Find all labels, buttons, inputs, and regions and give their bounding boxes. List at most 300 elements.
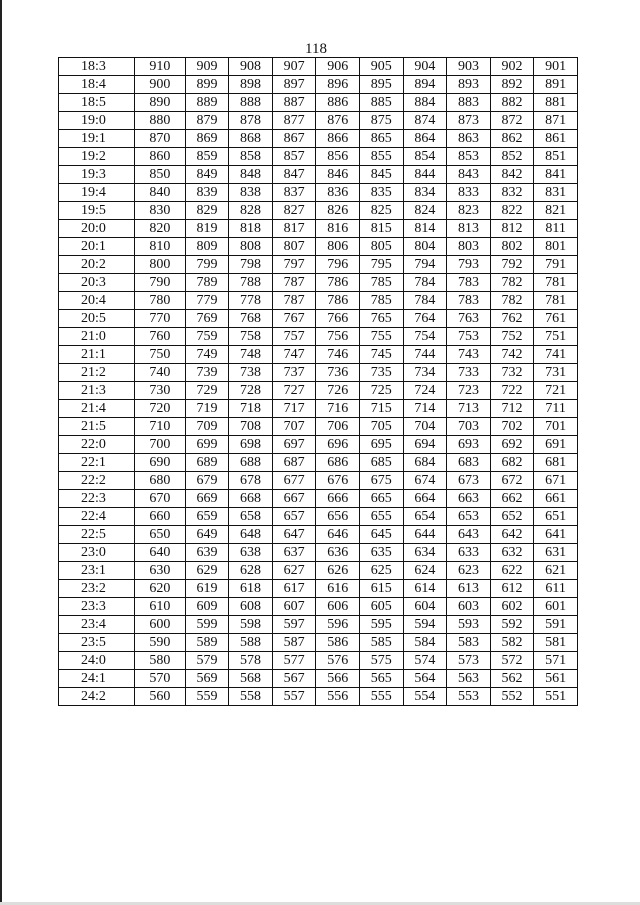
score-cell: 575: [360, 652, 404, 670]
score-cell: 697: [272, 436, 316, 454]
score-cell: 816: [316, 220, 360, 238]
score-cell: 897: [272, 76, 316, 94]
score-cell: 612: [490, 580, 534, 598]
score-cell: 625: [360, 562, 404, 580]
score-cell: 791: [534, 256, 578, 274]
score-cell: 567: [272, 670, 316, 688]
table-row: [59, 508, 578, 526]
score-cell: 562: [490, 670, 534, 688]
score-cell: 640: [135, 544, 186, 562]
score-cell: 741: [534, 346, 578, 364]
score-cell: 878: [229, 112, 273, 130]
score-cell: 795: [360, 256, 404, 274]
table-row: [59, 382, 578, 400]
score-cell: 603: [447, 598, 491, 616]
score-cell: 717: [272, 400, 316, 418]
score-cell: 904: [403, 58, 447, 76]
score-cell: 628: [229, 562, 273, 580]
score-cell: 796: [316, 256, 360, 274]
score-cell: 610: [135, 598, 186, 616]
time-cell: 19:4: [59, 184, 135, 202]
score-cell: 622: [490, 562, 534, 580]
score-cell: 894: [403, 76, 447, 94]
score-cell: 565: [360, 670, 404, 688]
table-row: [59, 148, 578, 166]
score-cell: 900: [135, 76, 186, 94]
score-cell: 906: [316, 58, 360, 76]
score-cell: 792: [490, 256, 534, 274]
score-cell: 591: [534, 616, 578, 634]
score-cell: 561: [534, 670, 578, 688]
score-cell: 677: [272, 472, 316, 490]
score-cell: 657: [272, 508, 316, 526]
score-cell: 671: [534, 472, 578, 490]
time-cell: 18:4: [59, 76, 135, 94]
score-cell: 872: [490, 112, 534, 130]
table-row: [59, 598, 578, 616]
score-cell: 698: [229, 436, 273, 454]
score-cell: 807: [272, 238, 316, 256]
score-cell: 659: [185, 508, 229, 526]
score-cell: 633: [447, 544, 491, 562]
score-cell: 887: [272, 94, 316, 112]
score-cell: 695: [360, 436, 404, 454]
score-cell: 705: [360, 418, 404, 436]
score-cell: 866: [316, 130, 360, 148]
score-cell: 676: [316, 472, 360, 490]
time-cell: 21:4: [59, 400, 135, 418]
score-cell: 871: [534, 112, 578, 130]
score-cell: 731: [534, 364, 578, 382]
score-cell: 880: [135, 112, 186, 130]
score-cell: 560: [135, 688, 186, 706]
score-cell: 831: [534, 184, 578, 202]
score-cell: 873: [447, 112, 491, 130]
score-cell: 738: [229, 364, 273, 382]
score-cell: 843: [447, 166, 491, 184]
score-cell: 606: [316, 598, 360, 616]
score-cell: 883: [447, 94, 491, 112]
score-cell: 905: [360, 58, 404, 76]
table-row: [59, 238, 578, 256]
score-cell: 909: [185, 58, 229, 76]
table-row: [59, 472, 578, 490]
time-cell: 20:4: [59, 292, 135, 310]
score-cell: 848: [229, 166, 273, 184]
score-cell: 886: [316, 94, 360, 112]
time-cell: 20:5: [59, 310, 135, 328]
score-cell: 888: [229, 94, 273, 112]
score-cell: 638: [229, 544, 273, 562]
score-cell: 758: [229, 328, 273, 346]
score-cell: 787: [272, 292, 316, 310]
score-cell: 834: [403, 184, 447, 202]
table-row: [59, 184, 578, 202]
score-cell: 805: [360, 238, 404, 256]
score-cell: 856: [316, 148, 360, 166]
table-row: [59, 76, 578, 94]
table-row: [59, 436, 578, 454]
score-cell: 798: [229, 256, 273, 274]
score-cell: 846: [316, 166, 360, 184]
score-cell: 669: [185, 490, 229, 508]
score-cell: 639: [185, 544, 229, 562]
table-row: [59, 292, 578, 310]
score-cell: 786: [316, 292, 360, 310]
score-cell: 679: [185, 472, 229, 490]
score-cell: 594: [403, 616, 447, 634]
score-cell: 841: [534, 166, 578, 184]
table-row: [59, 112, 578, 130]
score-cell: 571: [534, 652, 578, 670]
score-cell: 558: [229, 688, 273, 706]
score-cell: 674: [403, 472, 447, 490]
score-cell: 835: [360, 184, 404, 202]
score-cell: 847: [272, 166, 316, 184]
score-cell: 802: [490, 238, 534, 256]
score-cell: 632: [490, 544, 534, 562]
score-cell: 592: [490, 616, 534, 634]
score-cell: 666: [316, 490, 360, 508]
score-cell: 605: [360, 598, 404, 616]
score-cell: 655: [360, 508, 404, 526]
score-cell: 811: [534, 220, 578, 238]
table-row: [59, 94, 578, 112]
table-row: [59, 490, 578, 508]
score-cell: 902: [490, 58, 534, 76]
score-cell: 819: [185, 220, 229, 238]
score-cell: 617: [272, 580, 316, 598]
score-cell: 702: [490, 418, 534, 436]
score-cell: 656: [316, 508, 360, 526]
score-cell: 574: [403, 652, 447, 670]
score-cell: 829: [185, 202, 229, 220]
score-cell: 621: [534, 562, 578, 580]
score-cell: 599: [185, 616, 229, 634]
time-cell: 20:2: [59, 256, 135, 274]
time-cell: 19:5: [59, 202, 135, 220]
table-row: [59, 454, 578, 472]
score-cell: 614: [403, 580, 447, 598]
score-cell: 860: [135, 148, 186, 166]
score-cell: 838: [229, 184, 273, 202]
score-cell: 700: [135, 436, 186, 454]
time-cell: 24:1: [59, 670, 135, 688]
score-cell: 748: [229, 346, 273, 364]
score-cell: 627: [272, 562, 316, 580]
score-cell: 781: [534, 274, 578, 292]
score-cell: 857: [272, 148, 316, 166]
score-cell: 586: [316, 634, 360, 652]
score-cell: 595: [360, 616, 404, 634]
score-cell: 584: [403, 634, 447, 652]
score-cell: 822: [490, 202, 534, 220]
score-cell: 764: [403, 310, 447, 328]
score-cell: 600: [135, 616, 186, 634]
time-cell: 22:3: [59, 490, 135, 508]
score-cell: 568: [229, 670, 273, 688]
score-cell: 784: [403, 292, 447, 310]
score-cell: 744: [403, 346, 447, 364]
score-cell: 664: [403, 490, 447, 508]
time-cell: 22:4: [59, 508, 135, 526]
score-cell: 556: [316, 688, 360, 706]
score-cell: 623: [447, 562, 491, 580]
score-cell: 801: [534, 238, 578, 256]
table-row: [59, 274, 578, 292]
time-cell: 18:5: [59, 94, 135, 112]
score-cell: 763: [447, 310, 491, 328]
score-cell: 577: [272, 652, 316, 670]
score-cell: 609: [185, 598, 229, 616]
score-cell: 626: [316, 562, 360, 580]
score-cell: 716: [316, 400, 360, 418]
score-cell: 710: [135, 418, 186, 436]
table-row: [59, 346, 578, 364]
score-cell: 634: [403, 544, 447, 562]
score-cell: 681: [534, 454, 578, 472]
score-cell: 836: [316, 184, 360, 202]
score-cell: 615: [360, 580, 404, 598]
score-cell: 723: [447, 382, 491, 400]
time-cell: 24:0: [59, 652, 135, 670]
score-cell: 865: [360, 130, 404, 148]
score-cell: 794: [403, 256, 447, 274]
score-cell: 784: [403, 274, 447, 292]
score-cell: 751: [534, 328, 578, 346]
table-row: [59, 634, 578, 652]
time-cell: 23:2: [59, 580, 135, 598]
score-cell: 573: [447, 652, 491, 670]
score-cell: 746: [316, 346, 360, 364]
table-row: [59, 544, 578, 562]
score-cell: 749: [185, 346, 229, 364]
score-cell: 597: [272, 616, 316, 634]
score-table: [58, 57, 578, 706]
score-cell: 662: [490, 490, 534, 508]
score-cell: 685: [360, 454, 404, 472]
score-cell: 806: [316, 238, 360, 256]
score-cell: 734: [403, 364, 447, 382]
score-cell: 870: [135, 130, 186, 148]
score-cell: 760: [135, 328, 186, 346]
score-cell: 800: [135, 256, 186, 274]
score-cell: 682: [490, 454, 534, 472]
score-cell: 712: [490, 400, 534, 418]
score-cell: 707: [272, 418, 316, 436]
score-cell: 725: [360, 382, 404, 400]
score-cell: 596: [316, 616, 360, 634]
score-cell: 783: [447, 292, 491, 310]
score-cell: 588: [229, 634, 273, 652]
table-row: [59, 364, 578, 382]
score-cell: 844: [403, 166, 447, 184]
score-cell: 688: [229, 454, 273, 472]
score-cell: 762: [490, 310, 534, 328]
score-cell: 770: [135, 310, 186, 328]
score-cell: 684: [403, 454, 447, 472]
score-cell: 910: [135, 58, 186, 76]
table-row: [59, 310, 578, 328]
score-cell: 585: [360, 634, 404, 652]
table-row: [59, 652, 578, 670]
score-cell: 898: [229, 76, 273, 94]
score-cell: 899: [185, 76, 229, 94]
table-row: [59, 220, 578, 238]
score-cell: 747: [272, 346, 316, 364]
table-row: [59, 418, 578, 436]
score-cell: 849: [185, 166, 229, 184]
score-cell: 686: [316, 454, 360, 472]
score-cell: 863: [447, 130, 491, 148]
score-cell: 823: [447, 202, 491, 220]
score-cell: 837: [272, 184, 316, 202]
table-row: [59, 328, 578, 346]
score-cell: 728: [229, 382, 273, 400]
score-cell: 701: [534, 418, 578, 436]
score-cell: 783: [447, 274, 491, 292]
score-cell: 631: [534, 544, 578, 562]
score-cell: 620: [135, 580, 186, 598]
score-cell: 830: [135, 202, 186, 220]
score-cell: 896: [316, 76, 360, 94]
score-cell: 709: [185, 418, 229, 436]
score-cell: 759: [185, 328, 229, 346]
score-cell: 576: [316, 652, 360, 670]
score-cell: 687: [272, 454, 316, 472]
score-cell: 643: [447, 526, 491, 544]
score-cell: 566: [316, 670, 360, 688]
score-cell: 815: [360, 220, 404, 238]
score-cell: 742: [490, 346, 534, 364]
score-cell: 785: [360, 292, 404, 310]
time-cell: 22:1: [59, 454, 135, 472]
time-cell: 19:2: [59, 148, 135, 166]
score-cell: 767: [272, 310, 316, 328]
score-cell: 570: [135, 670, 186, 688]
score-cell: 892: [490, 76, 534, 94]
score-cell: 690: [135, 454, 186, 472]
score-cell: 850: [135, 166, 186, 184]
time-cell: 21:0: [59, 328, 135, 346]
score-cell: 724: [403, 382, 447, 400]
score-cell: 745: [360, 346, 404, 364]
score-cell: 583: [447, 634, 491, 652]
time-cell: 22:2: [59, 472, 135, 490]
score-cell: 572: [490, 652, 534, 670]
score-cell: 564: [403, 670, 447, 688]
score-cell: 726: [316, 382, 360, 400]
score-cell: 820: [135, 220, 186, 238]
score-cell: 557: [272, 688, 316, 706]
score-cell: 667: [272, 490, 316, 508]
score-cell: 813: [447, 220, 491, 238]
score-cell: 797: [272, 256, 316, 274]
score-cell: 740: [135, 364, 186, 382]
score-cell: 694: [403, 436, 447, 454]
score-cell: 768: [229, 310, 273, 328]
score-cell: 658: [229, 508, 273, 526]
score-cell: 817: [272, 220, 316, 238]
time-cell: 19:3: [59, 166, 135, 184]
table-row: [59, 688, 578, 706]
score-cell: 754: [403, 328, 447, 346]
score-cell: 832: [490, 184, 534, 202]
score-cell: 611: [534, 580, 578, 598]
table-row: [59, 58, 578, 76]
score-cell: 727: [272, 382, 316, 400]
score-cell: 852: [490, 148, 534, 166]
score-cell: 885: [360, 94, 404, 112]
score-cell: 874: [403, 112, 447, 130]
score-cell: 637: [272, 544, 316, 562]
score-cell: 867: [272, 130, 316, 148]
table-row: [59, 562, 578, 580]
score-cell: 755: [360, 328, 404, 346]
score-cell: 882: [490, 94, 534, 112]
score-cell: 555: [360, 688, 404, 706]
score-cell: 842: [490, 166, 534, 184]
score-cell: 826: [316, 202, 360, 220]
score-cell: 719: [185, 400, 229, 418]
score-cell: 733: [447, 364, 491, 382]
score-cell: 739: [185, 364, 229, 382]
table-row: [59, 166, 578, 184]
score-cell: 661: [534, 490, 578, 508]
score-cell: 895: [360, 76, 404, 94]
time-cell: 20:3: [59, 274, 135, 292]
score-cell: 808: [229, 238, 273, 256]
score-cell: 619: [185, 580, 229, 598]
table-row: [59, 616, 578, 634]
score-cell: 868: [229, 130, 273, 148]
score-cell: 750: [135, 346, 186, 364]
score-cell: 884: [403, 94, 447, 112]
score-cell: 809: [185, 238, 229, 256]
score-cell: 761: [534, 310, 578, 328]
score-cell: 765: [360, 310, 404, 328]
score-cell: 730: [135, 382, 186, 400]
score-cell: 757: [272, 328, 316, 346]
score-cell: 810: [135, 238, 186, 256]
score-cell: 722: [490, 382, 534, 400]
score-cell: 786: [316, 274, 360, 292]
score-cell: 581: [534, 634, 578, 652]
score-cell: 787: [272, 274, 316, 292]
score-cell: 598: [229, 616, 273, 634]
score-cell: 893: [447, 76, 491, 94]
score-cell: 649: [185, 526, 229, 544]
score-cell: 818: [229, 220, 273, 238]
table-row: [59, 670, 578, 688]
score-cell: 903: [447, 58, 491, 76]
score-cell: 890: [135, 94, 186, 112]
score-cell: 735: [360, 364, 404, 382]
time-cell: 21:3: [59, 382, 135, 400]
time-cell: 21:2: [59, 364, 135, 382]
score-cell: 715: [360, 400, 404, 418]
score-cell: 618: [229, 580, 273, 598]
score-cell: 756: [316, 328, 360, 346]
score-cell: 678: [229, 472, 273, 490]
time-cell: 23:0: [59, 544, 135, 562]
score-cell: 587: [272, 634, 316, 652]
score-cell: 781: [534, 292, 578, 310]
table-row: [59, 400, 578, 418]
score-cell: 624: [403, 562, 447, 580]
score-cell: 821: [534, 202, 578, 220]
score-cell: 601: [534, 598, 578, 616]
